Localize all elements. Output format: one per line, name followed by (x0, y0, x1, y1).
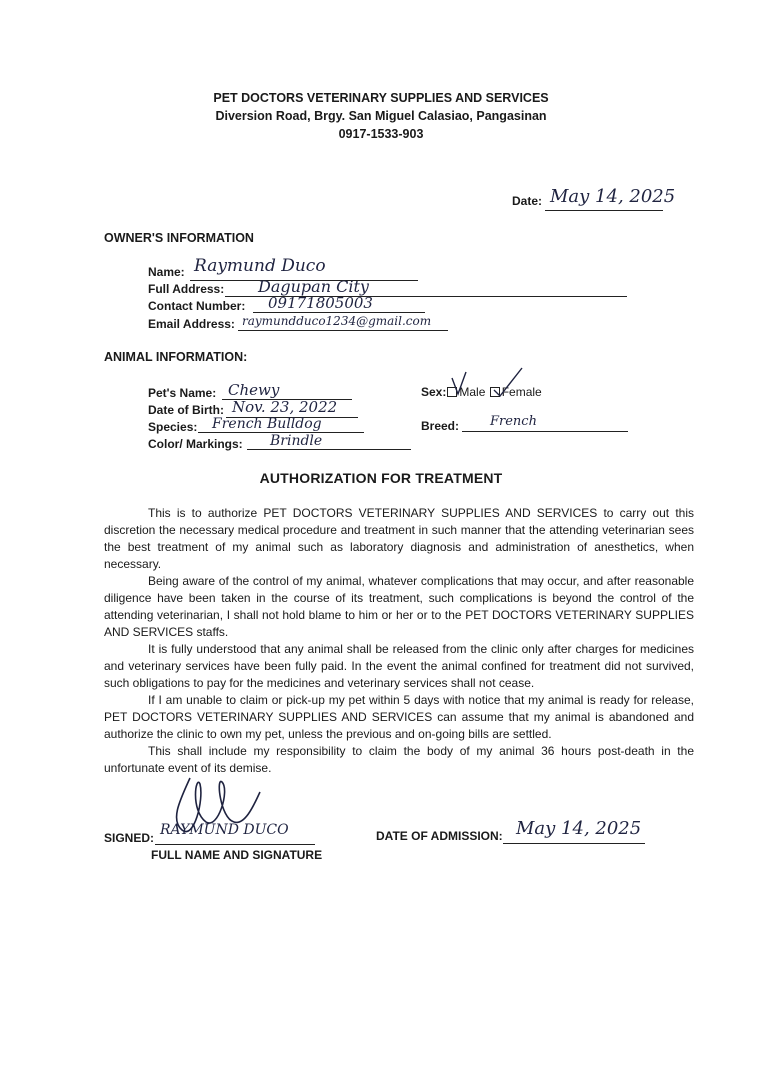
male-label: Male (459, 385, 486, 399)
breed-label: Breed: (421, 419, 460, 433)
animal-section-title: ANIMAL INFORMATION: (104, 350, 248, 364)
authorization-paragraph: This is to authorize PET DOCTORS VETERINARY SUPPLIES AND SERVICES to carry out this discretion the necessary medical procedure and treatment in such manner that the attending veterinarian sees the best treatment of my animal such as laboratory diagnosis and administration of anesthetics, when necessary. (104, 506, 694, 571)
sex-checkmark-icon (444, 366, 524, 400)
authorization-paragraph: Being aware of the control of my animal, whatever complications that may occur, and after reasonable diligence have been taken in the course of its treatment, such complications is beyond the control of the attending veterinarian, I shall not hold blame to him or her or to the PET DOCTORS VETERINARY SUPPLIES AND SERVICES staffs. (104, 574, 694, 639)
authorization-body (104, 505, 694, 777)
authorization-paragraph: If I am unable to claim or pick-up my pet within 5 days with notice that my animal is ready for release, PET DOCTORS VETERINARY SUPPLIES AND SERVICES can assume that my animal is abandoned and authorize the clinic to own my pet, unless the previous and on-going bills are settled. (104, 693, 694, 741)
owner-contact-label: Contact Number: (148, 299, 246, 313)
pet-name-value: Chewy (228, 381, 280, 399)
authorization-title: AUTHORIZATION FOR TREATMENT (259, 470, 503, 486)
species-value: French Bulldog (212, 416, 322, 432)
admission-date-label: DATE OF ADMISSION: (376, 829, 503, 843)
female-label: Female (501, 385, 542, 399)
date-label: Date: (512, 194, 543, 208)
owner-section-title: OWNER'S INFORMATION (104, 231, 254, 245)
owner-address-value: Dagupan City (258, 277, 369, 296)
date-line (545, 210, 663, 211)
business-phone: 0917-1533-903 (338, 127, 424, 141)
date-value: May 14, 2025 (550, 186, 676, 207)
dob-value: Nov. 23, 2022 (232, 398, 338, 416)
color-line (247, 449, 411, 450)
signed-label: SIGNED: (104, 831, 155, 845)
sex-label: Sex: (421, 385, 447, 399)
pet-name-label: Pet's Name: (148, 386, 217, 400)
signature-line (155, 844, 315, 845)
breed-value: French (490, 414, 537, 429)
business-address: Diversion Road, Brgy. San Miguel Calasiao, Pangasinan (215, 109, 547, 123)
owner-email-label: Email Address: (148, 317, 235, 331)
signature-caption: FULL NAME AND SIGNATURE (151, 848, 323, 862)
owner-contact-line (253, 312, 425, 313)
owner-name-value: Raymund Duco (194, 256, 326, 276)
admission-date-line (503, 843, 645, 844)
business-name: PET DOCTORS VETERINARY SUPPLIES AND SERVICES (213, 91, 549, 105)
authorization-paragraph: This shall include my responsibility to claim the body of my animal 36 hours post-death in the unfortunate event of its demise. (104, 744, 694, 775)
signed-name-value: RAYMUND DUCO (160, 822, 289, 838)
dob-label: Date of Birth: (148, 403, 224, 417)
owner-email-line (238, 330, 448, 331)
owner-name-label: Name: (148, 265, 185, 279)
owner-email-value: raymundduco1234@gmail.com (242, 314, 432, 328)
color-value: Brindle (270, 433, 323, 449)
color-label: Color/ Markings: (148, 437, 243, 451)
species-label: Species: (148, 420, 198, 434)
owner-address-label: Full Address: (148, 282, 225, 296)
breed-line (462, 431, 628, 432)
owner-contact-value: 09171805003 (268, 294, 373, 312)
admission-date-value: May 14, 2025 (516, 818, 642, 839)
authorization-paragraph: It is fully understood that any animal shall be released from the clinic only after charges for medicines and veterinary services have been fully paid. In the event the animal confined for treatment did not survived, such obligations to pay for the medicines and veterinary services shall not cease. (104, 642, 694, 690)
